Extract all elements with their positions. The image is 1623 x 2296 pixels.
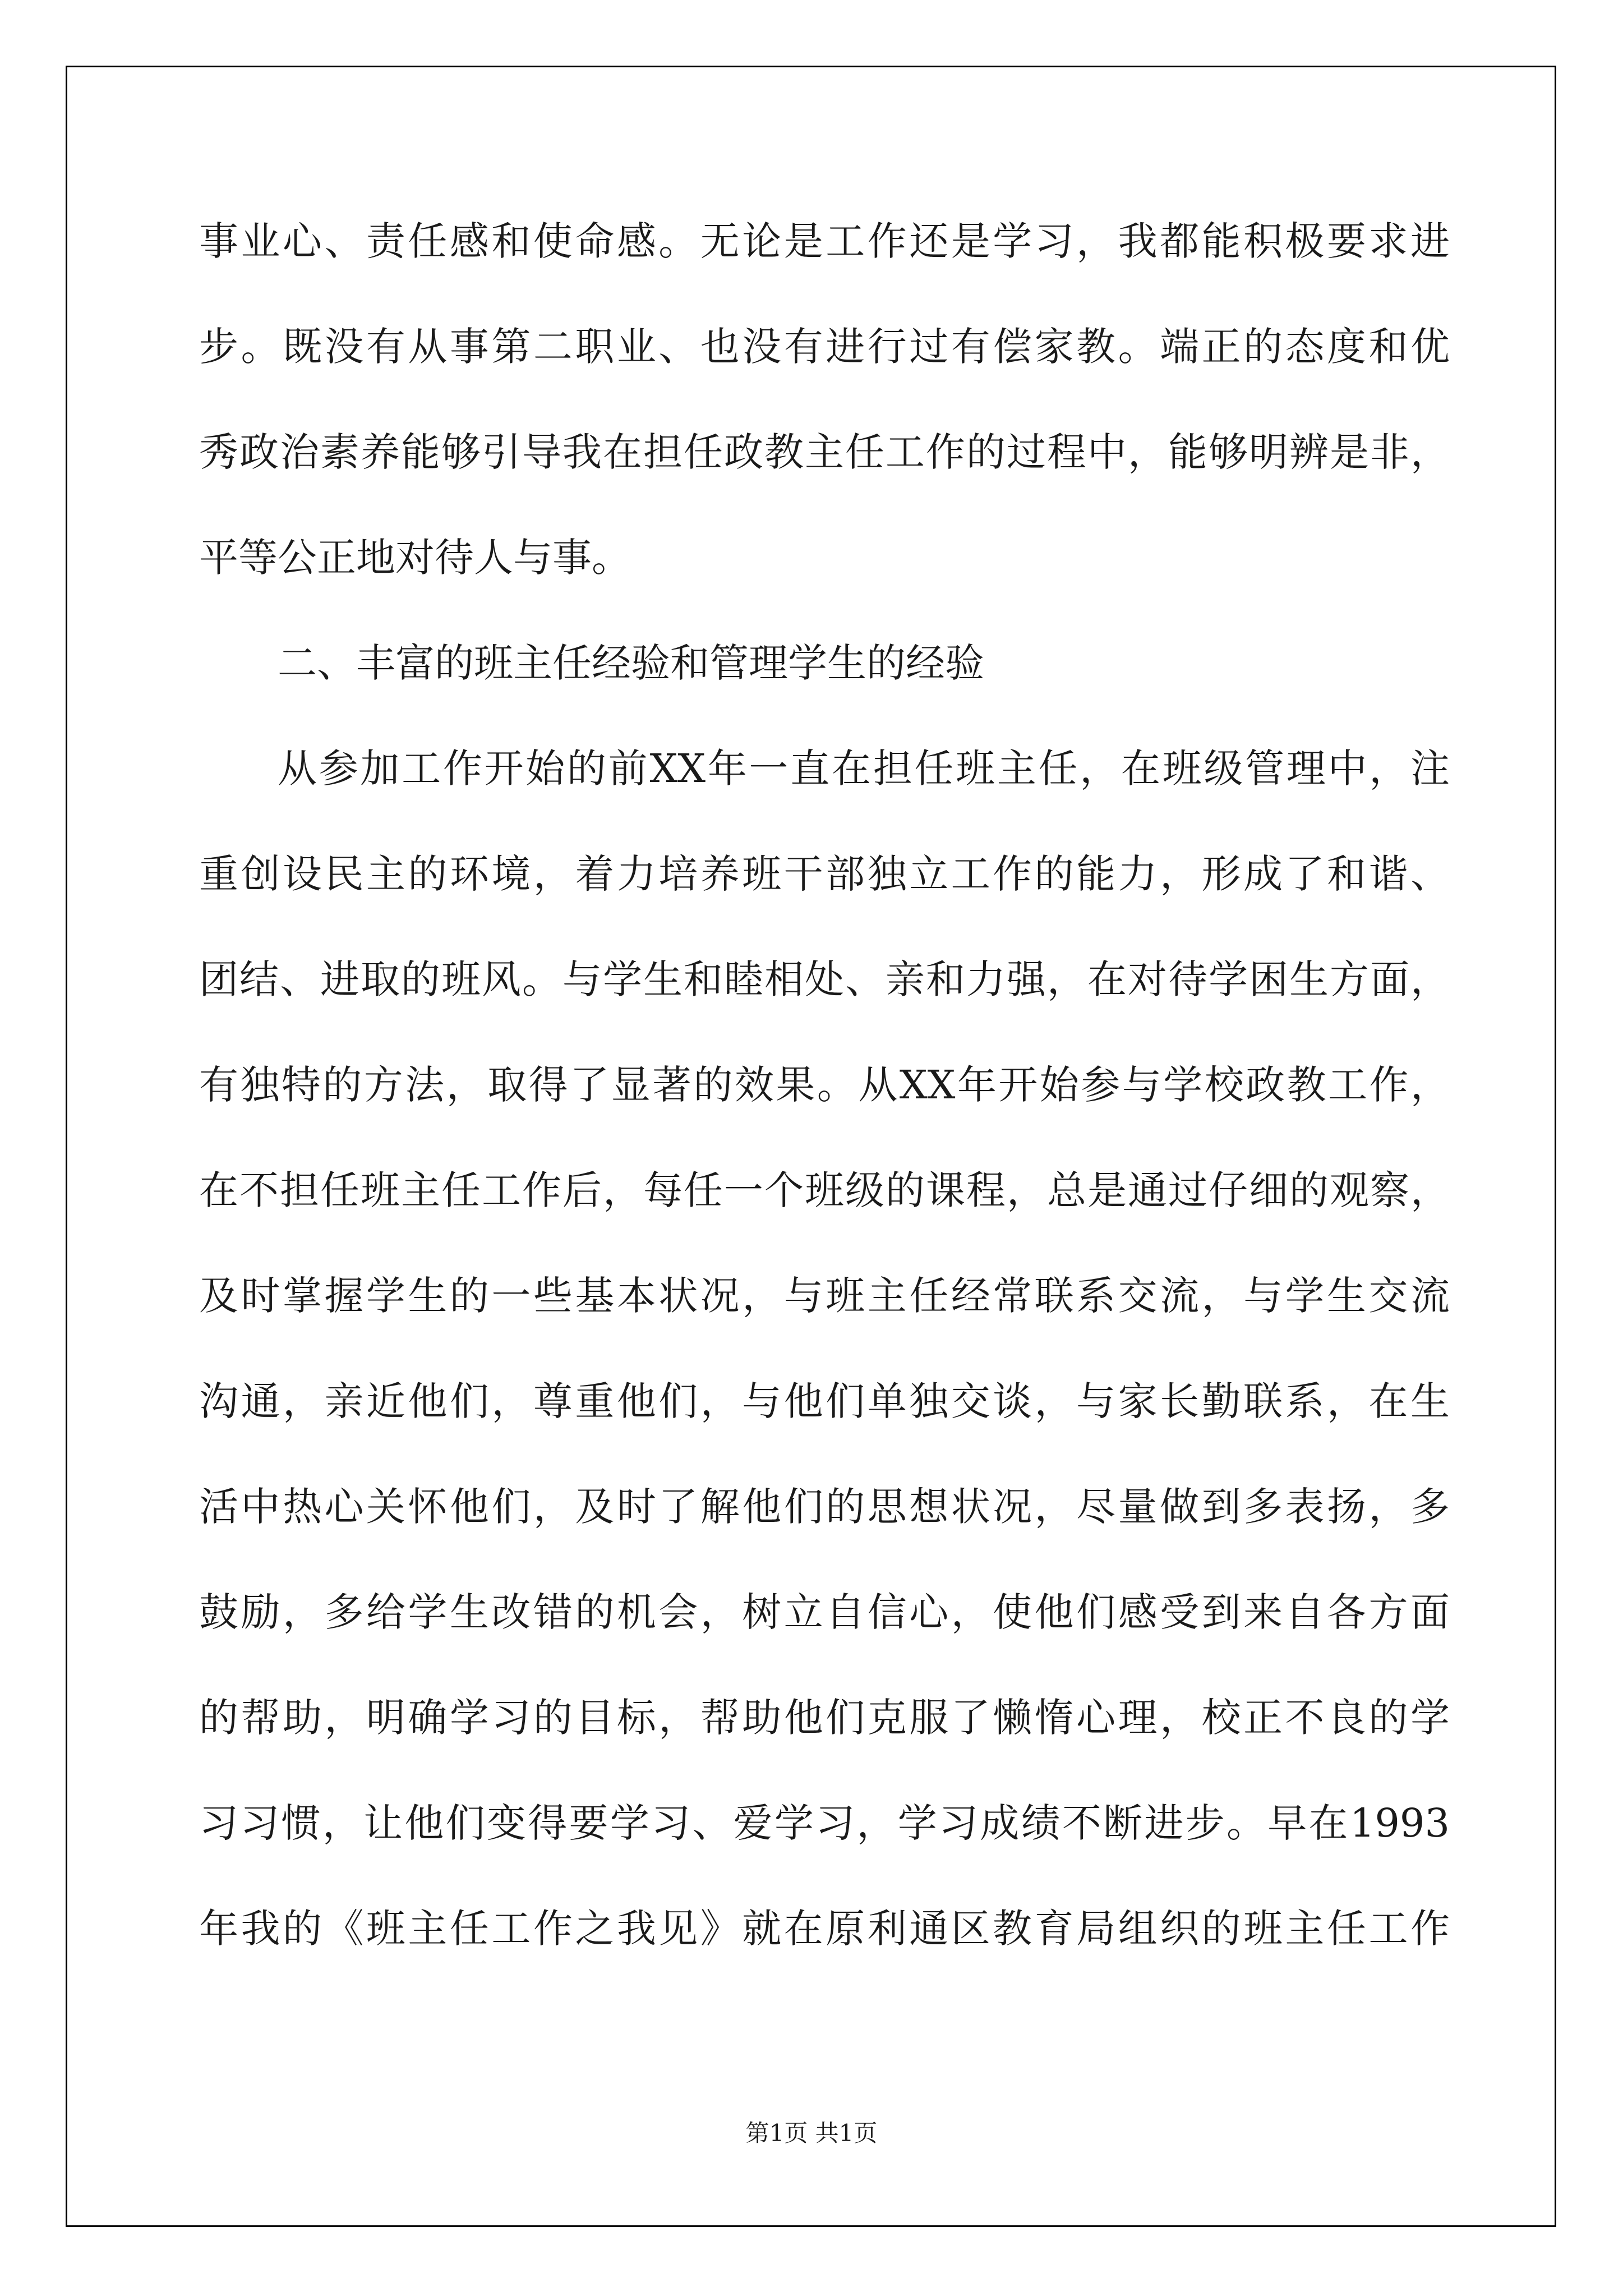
text-line: 秀政治素养能够引导我在担任政教主任工作的过程中，能够明辨是非， xyxy=(199,429,1450,475)
text-line: 及时掌握学生的一些基本状况，与班主任经常联系交流，与学生交流 xyxy=(199,1273,1450,1319)
section-heading: 二、丰富的班主任经验和管理学生的经验 xyxy=(278,640,984,686)
text-line: 有独特的方法，取得了显著的效果。从XX年开始参与学校政教工作， xyxy=(199,1062,1450,1108)
text-line: 从参加工作开始的前XX年一直在担任班主任，在班级管理中，注 xyxy=(278,746,1450,792)
page-footer xyxy=(0,2115,1623,2148)
text-line: 的帮助，明确学习的目标，帮助他们克服了懒惰心理，校正不良的学 xyxy=(199,1695,1450,1741)
text-line: 沟通，亲近他们，尊重他们，与他们单独交谈，与家长勤联系，在生 xyxy=(199,1378,1450,1424)
page-number-text: 第1页 共1页 xyxy=(745,2119,878,2147)
text-line: 重创设民主的环境，着力培养班干部独立工作的能力，形成了和谐、 xyxy=(199,851,1450,897)
text-line: 在不担任班主任工作后，每任一个班级的课程，总是通过仔细的观察， xyxy=(199,1167,1450,1213)
text-line: 活中热心关怀他们，及时了解他们的思想状况，尽量做到多表扬，多 xyxy=(199,1484,1450,1530)
text-line: 步。既没有从事第二职业、也没有进行过有偿家教。端正的态度和优 xyxy=(199,324,1450,370)
text-line: 鼓励，多给学生改错的机会，树立自信心，使他们感受到来自各方面 xyxy=(199,1589,1450,1635)
text-line: 年我的《班主任工作之我见》就在原利通区教育局组织的班主任工作 xyxy=(199,1906,1450,1952)
text-line: 事业心、责任感和使命感。无论是工作还是学习，我都能积极要求进 xyxy=(199,218,1450,264)
text-line: 平等公正地对待人与事。 xyxy=(199,535,631,581)
text-line: 习习惯，让他们变得要学习、爱学习，学习成绩不断进步。早在1993 xyxy=(199,1800,1450,1846)
text-line: 团结、进取的班风。与学生和睦相处、亲和力强，在对待学困生方面， xyxy=(199,956,1450,1002)
